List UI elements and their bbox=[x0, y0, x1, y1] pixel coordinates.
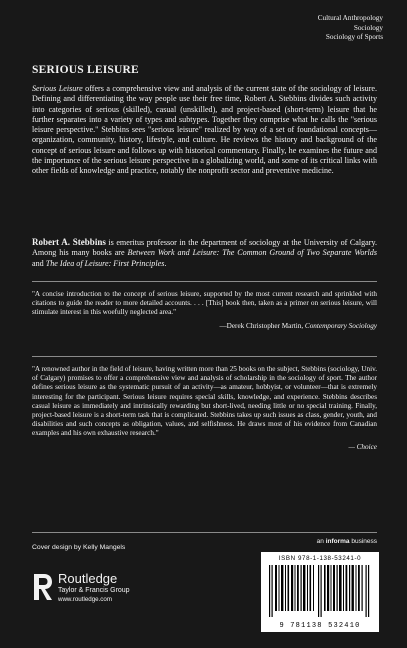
publisher-url: www.routledge.com bbox=[58, 596, 112, 603]
description-body: offers a comprehensive view and analysis of the current state of the sociology of leisure. Defining and differentiating the way people use their free time, Robert A. Stebbins divides such activity into categories of serious (skilled), casual (unskilled), and project-based (short-term) leisure that he further separates into a variety of types and subtypes. Together they comprise what he calls the "serious leisure perspective." Stebbins sees "serious leisure" realized by way of a set of foundational concepts—organization, community, history, lifestyle, and culture. He reviews the history and background of the concept of serious leisure and follows up with historical commentary. Finally, he examines the future and the importance of the serious leisure perspective in a globalizing world, and some of its critical links with other fields of knowledge and practice, notably the nonprofit sector and preventive medicine. bbox=[32, 84, 378, 176]
divider bbox=[32, 281, 377, 282]
isbn-barcode bbox=[261, 552, 379, 632]
informa-brand: informa bbox=[325, 538, 350, 545]
quote-attribution bbox=[32, 322, 377, 331]
book-description bbox=[32, 84, 377, 177]
divider bbox=[32, 356, 377, 357]
category-label: Cultural Anthropology bbox=[317, 14, 383, 22]
bio-text: . bbox=[164, 258, 167, 268]
author-bio bbox=[32, 237, 377, 269]
barcode-digits: 9 781138 532410 bbox=[279, 622, 361, 630]
quote-attribution bbox=[32, 443, 377, 452]
description-lead: Serious Leisure bbox=[32, 84, 83, 93]
bio-text: is emeritus professor in the department of sociology at the University of Calgary. Among his many books are bbox=[32, 238, 377, 258]
barcode-bars-icon bbox=[267, 565, 373, 617]
book-title: SERIOUS LEISURE bbox=[32, 64, 139, 76]
bio-book-title: The Idea of Leisure: First Principles bbox=[45, 258, 165, 268]
isbn-text: ISBN 978-1-138-53241-0 bbox=[278, 555, 362, 562]
informa-prefix: an bbox=[316, 538, 326, 545]
author-name: Robert A. Stebbins bbox=[32, 237, 106, 247]
informa-suffix: business bbox=[349, 538, 377, 545]
quote-author: —Derek Christopher Martin, bbox=[219, 321, 305, 330]
quote-text: "A renowned author in the field of leisure, having written more than 25 books on the subject, Stebbins (sociology, Univ. of Calgary) promises to offer a comprehensive view and analysis of scholarship in the sociology of sport. The author defines serious leisure as the systematic pursuit of an activity—as amateur, hobbyist, or volunteer—that is extremely interesting for the participant. Serious leisure requires special skills, knowledge, and experience. Stebbins describes casual leisure as immediately and intrinsically rewarding but short-lived, needing little or no special training. Finally, project-based leisure is a short-term task that is complicated. Stebbins takes up such issues as class, gender, youth, and disabilities and such concepts as obligation, values, and selfishness. He draws most of his evidence from Canadian examples and his own exhaustive research." bbox=[32, 365, 377, 438]
subject-categories bbox=[318, 14, 383, 43]
quote-text: "A concise introduction to the concept of serious leisure, supported by the most current research and sprinkled with citations to guide the reader to more detailed accounts. . . . [This] book then, taken as a primer on serious leisure, will stimulate interest in this woefully neglected area." bbox=[32, 290, 377, 317]
cover-design-credit: Cover design by Kelly Mangels bbox=[32, 544, 126, 551]
review-quote bbox=[32, 290, 377, 331]
category-label: Sociology of Sports bbox=[325, 33, 383, 42]
quote-source: Contemporary Sociology bbox=[304, 321, 377, 330]
quote-source: — Choice bbox=[348, 442, 377, 451]
publisher-name: Routledge bbox=[58, 571, 118, 586]
publisher-logo bbox=[32, 572, 130, 604]
category-label: Sociology bbox=[353, 23, 383, 32]
routledge-r-icon bbox=[32, 572, 54, 602]
review-quote bbox=[32, 365, 377, 452]
informa-tagline bbox=[317, 538, 377, 545]
publisher-group: Taylor & Francis Group bbox=[58, 587, 130, 594]
bio-book-title: Between Work and Leisure: The Common Ground of Two Separate Worlds bbox=[127, 248, 378, 258]
divider bbox=[32, 532, 377, 533]
bio-text: and bbox=[32, 258, 46, 268]
